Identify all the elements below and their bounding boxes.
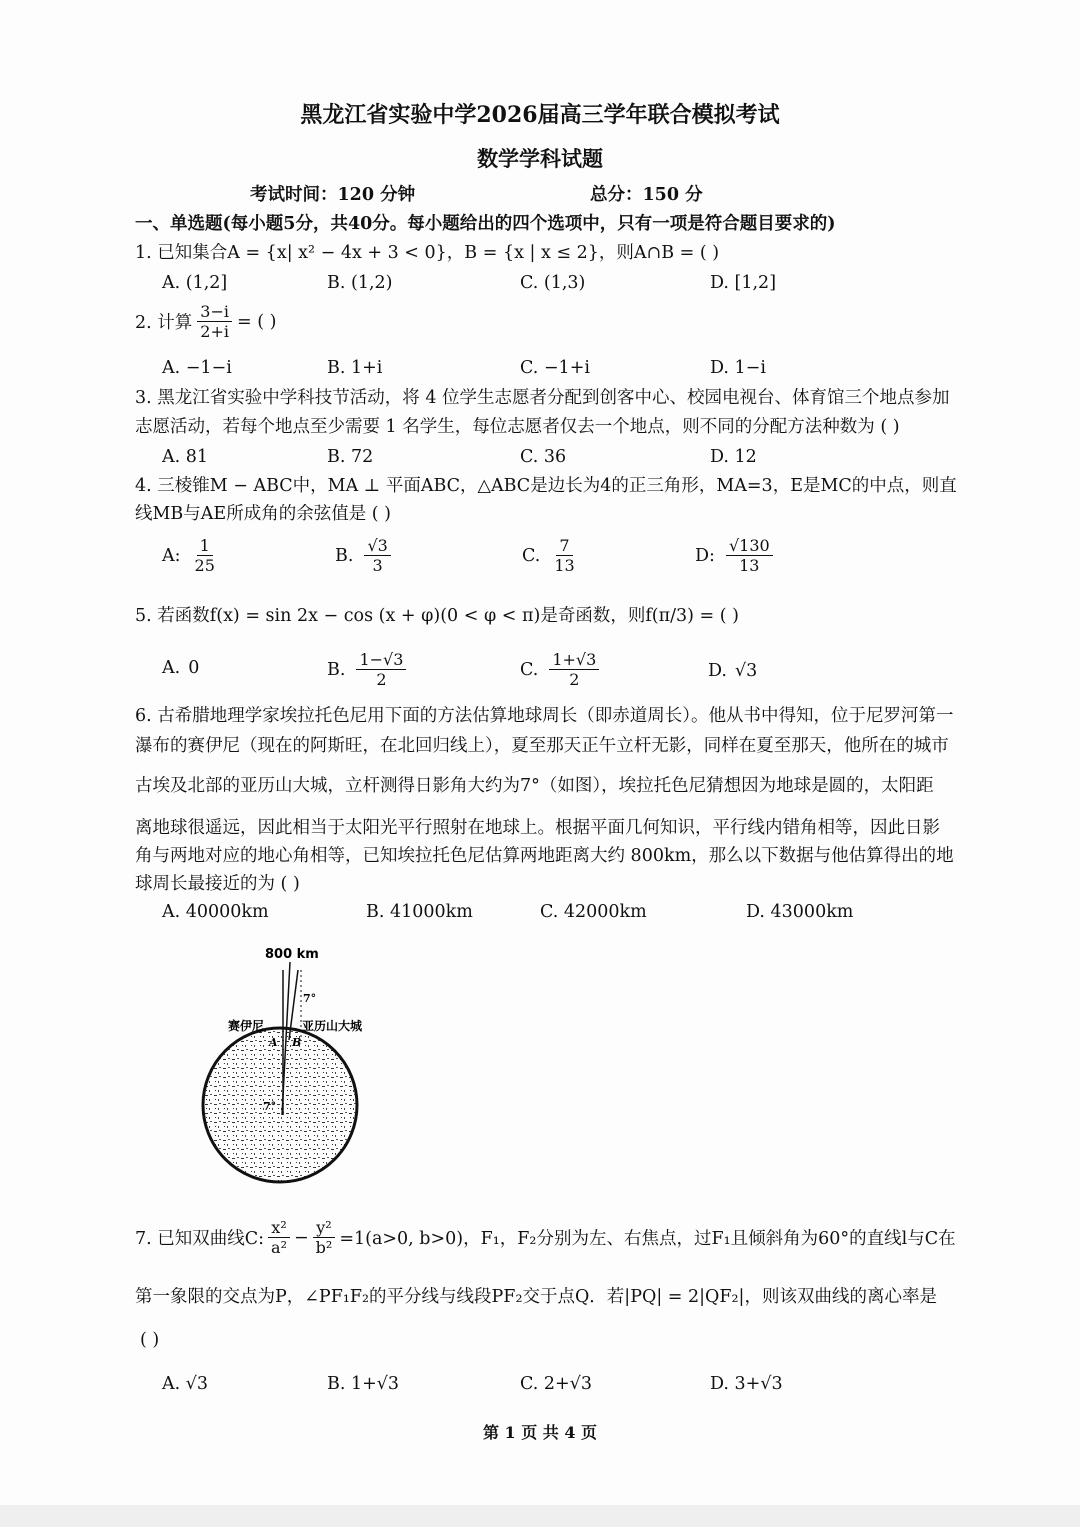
figure-point-b: B	[292, 1036, 302, 1049]
q6-option-c: C. 42000km	[540, 902, 647, 922]
q7-option-a: A. √3	[162, 1374, 209, 1394]
option-label: A.	[162, 658, 181, 678]
q2-numerator: 3−i	[197, 302, 232, 322]
section-heading: 一、单选题(每小题5分，共40分。每小题给出的四个选项中，只有一项是符合题目要求的)	[135, 214, 836, 234]
question-7-line-2: 第一象限的交点为P，∠PF₁F₂的平分线与线段PF₂交于点Q．若|PQ| = 2|QF₂|，则该双曲线的离心率是	[135, 1287, 937, 1307]
q7-rest: =1(a>0, b>0)，F₁，F₂分别为左、右焦点，过F₁且倾斜角为60°的直线l与C在	[339, 1229, 956, 1249]
figure-angle-center: 7°	[263, 1100, 277, 1113]
numerator: 1−√3	[356, 650, 406, 670]
q6-option-a: A. 40000km	[162, 902, 269, 922]
question-6-line-2: 瀑布的赛伊尼（现在的阿斯旺，在北回归线上），夏至那天正午立杆无影，同样在夏至那天，他所在的城市	[135, 736, 949, 756]
q5-option-b	[327, 650, 409, 689]
exam-time: 考试时间：120 分钟	[250, 185, 416, 205]
minus-sign: −	[294, 1227, 309, 1248]
exam-title: 黑龙江省实验中学2026届高三学年联合模拟考试	[300, 102, 780, 128]
denominator: 13	[554, 556, 575, 575]
figure-point-a: A	[269, 1036, 278, 1049]
q2-option-d: D. 1−i	[710, 358, 766, 378]
q7-option-c: C. 2+√3	[520, 1374, 592, 1394]
q5-option-a	[162, 658, 199, 678]
question-7-line-1	[135, 1218, 956, 1257]
q6-option-d: D. 43000km	[746, 902, 854, 922]
figure-city-a: 赛伊尼	[228, 1019, 265, 1033]
option-value: √3	[734, 661, 758, 681]
q4-option-a	[162, 536, 221, 575]
question-5-stem: 5. 若函数f(x) = sin 2x − cos (x + φ)(0 < φ < π)是奇函数，则f(π/3) = ( )	[135, 606, 739, 626]
q1-option-b: B. (1,2)	[327, 273, 393, 293]
q6-option-b: B. 41000km	[366, 902, 473, 922]
exam-subtitle: 数学学科试题	[477, 146, 603, 171]
numerator: √3	[364, 536, 390, 556]
denominator: b²	[315, 1238, 333, 1257]
option-value: 0	[188, 658, 200, 678]
scan-edge	[0, 1505, 1080, 1527]
option-label: D:	[695, 545, 715, 566]
numerator: 1+√3	[549, 650, 599, 670]
question-4-line-1: 4. 三棱锥M − ABC中，MA ⊥ 平面ABC，△ABC是边长为4的正三角形，MA=3，E是MC的中点，则直	[135, 476, 957, 496]
numerator: x²	[268, 1218, 289, 1238]
option-label: B.	[327, 659, 346, 680]
question-6-line-3: 古埃及北部的亚历山大城，立杆测得日影角大约为7°（如图），埃拉托色尼猜想因为地球是圆的，太阳距	[135, 776, 934, 796]
numerator: y²	[313, 1218, 334, 1238]
denominator: a²	[271, 1238, 287, 1257]
q5-option-d	[708, 661, 757, 681]
question-4-line-2: 线MB与AE所成角的余弦值是 ( )	[135, 504, 391, 524]
q2-fraction	[197, 302, 232, 341]
earth-figure	[195, 940, 395, 1190]
question-6-line-5: 角与两地对应的地心角相等，已知埃拉托色尼估算两地距离大约 800km，那么以下数据与他估算得出的地	[135, 846, 954, 866]
q7-option-d: D. 3+√3	[710, 1374, 783, 1394]
question-7-line-3: ( )	[140, 1330, 160, 1350]
q7-option-b: B. 1+√3	[327, 1374, 400, 1394]
q7-prefix: 7. 已知双曲线C:	[135, 1229, 265, 1249]
q4-option-d	[695, 536, 776, 575]
earth-circle	[203, 1028, 357, 1182]
figure-distance-label: 800 km	[265, 947, 319, 962]
q2-option-c: C. −1+i	[520, 358, 590, 378]
q2-denominator: 2+i	[200, 322, 229, 341]
numerator: 1	[197, 536, 213, 556]
numerator: 7	[556, 536, 572, 556]
question-3-line-1: 3. 黑龙江省实验中学科技节活动，将 4 位学生志愿者分配到创客中心、校园电视台、体育馆三个地点参加	[135, 388, 950, 408]
question-6-line-4: 离地球很遥远，因此相当于太阳光平行照射在地球上。根据平面几何知识，平行线内错角相等，因此日影	[135, 818, 940, 838]
exam-total-score: 总分：150 分	[590, 185, 703, 205]
option-label: D.	[708, 661, 727, 681]
question-2-stem	[135, 302, 276, 341]
question-3-line-2: 志愿活动，若每个地点至少需要 1 名学生，每位志愿者仅去一个地点，则不同的分配方法种数为 ( )	[135, 417, 900, 437]
figure-angle-top: 7°	[303, 992, 317, 1005]
q2-option-b: B. 1+i	[327, 358, 383, 378]
q4-option-c	[522, 536, 581, 575]
option-label: C.	[522, 545, 541, 566]
q2-suffix: = ( )	[236, 311, 277, 332]
denominator: 25	[194, 556, 215, 575]
q3-option-a: A. 81	[162, 447, 209, 467]
q3-option-b: B. 72	[327, 447, 374, 467]
q3-option-d: D. 12	[710, 447, 757, 467]
q3-option-c: C. 36	[520, 447, 567, 467]
numerator: √130	[726, 536, 773, 556]
question-1-stem: 1. 已知集合A = {x| x² − 4x + 3 < 0}，B = {x | x ≤ 2}，则A∩B = ( )	[135, 243, 720, 263]
page-footer: 第 1 页 共 4 页	[482, 1423, 598, 1442]
option-label: C.	[520, 659, 539, 680]
question-6-line-1: 6. 古希腊地理学家埃拉托色尼用下面的方法估算地球周长（即赤道周长）。他从书中得知，位于尼罗河第一	[135, 706, 954, 726]
denominator: 2	[376, 670, 387, 689]
denominator: 13	[739, 556, 760, 575]
denominator: 2	[569, 670, 580, 689]
figure-city-b: 亚历山大城	[302, 1019, 363, 1033]
option-label: B.	[335, 545, 354, 566]
option-label: A:	[162, 545, 181, 566]
q1-option-c: C. (1,3)	[520, 273, 586, 293]
q1-option-a: A. (1,2]	[162, 273, 228, 293]
question-6-line-6: 球周长最接近的为 ( )	[135, 874, 300, 894]
q1-option-d: D. [1,2]	[710, 273, 777, 293]
q2-prefix: 2. 计算	[135, 313, 193, 333]
q4-option-b	[335, 536, 394, 575]
denominator: 3	[372, 556, 383, 575]
q2-option-a: A. −1−i	[162, 358, 232, 378]
q5-option-c	[520, 650, 602, 689]
